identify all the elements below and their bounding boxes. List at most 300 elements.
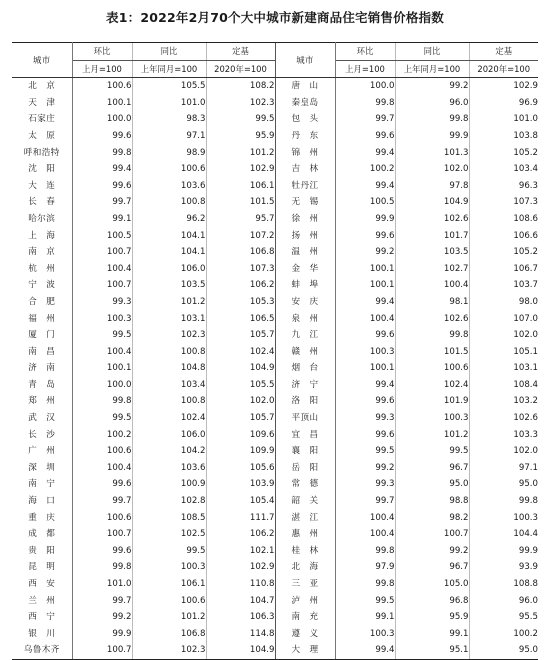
price-index-table — [12, 42, 538, 660]
right-yoy-value: 99.9 — [395, 128, 469, 145]
left-yoy-value: 98.3 — [132, 111, 206, 128]
right-base-value: 99.9 — [469, 543, 538, 560]
left-mom-value: 100.4 — [106, 462, 132, 473]
right-city-cell: 无 锡 — [275, 194, 335, 211]
right-mom-value: 99.4 — [375, 180, 395, 191]
right-city-cell: 蚌 埠 — [275, 277, 335, 294]
left-yoy-value: 103.4 — [132, 377, 206, 394]
left-yoy-value: 99.5 — [132, 543, 206, 560]
right-base-value: 102.0 — [469, 443, 538, 460]
left-base-value: 102.9 — [206, 161, 275, 178]
left-base-value: 105.7 — [206, 327, 275, 344]
left-mom-value: 100.6 — [106, 446, 132, 457]
left-city-cell: 西 宁 — [12, 609, 72, 626]
left-base-value: 108.2 — [206, 78, 275, 95]
left-base-value: 109.6 — [206, 427, 275, 444]
left-mom-value: 100.1 — [106, 363, 132, 374]
left-yoy-value: 96.2 — [132, 211, 206, 228]
right-city-cell: 烟 台 — [275, 360, 335, 377]
left-yoy-value: 104.8 — [132, 360, 206, 377]
right-base-value: 95.0 — [469, 642, 538, 659]
right-yoy-value: 100.7 — [395, 526, 469, 543]
table-row — [12, 277, 538, 294]
right-mom-value: 99.9 — [375, 213, 395, 224]
right-yoy-value: 100.6 — [395, 360, 469, 377]
right-base-value: 106.7 — [469, 261, 538, 278]
left-mom-value: 100.7 — [106, 247, 132, 258]
table-row — [12, 593, 538, 610]
right-yoy-value: 102.0 — [395, 161, 469, 178]
right-mom-value: 99.3 — [375, 479, 395, 490]
left-yoy-value: 105.5 — [132, 78, 206, 95]
right-mom-value: 100.4 — [369, 313, 395, 324]
left-mom-value: 101.0 — [106, 579, 132, 589]
left-city-cell: 广 州 — [12, 443, 72, 460]
left-yoy-value: 106.1 — [132, 576, 206, 593]
right-city-cell: 丹 东 — [275, 128, 335, 145]
right-yoy-value: 99.8 — [395, 327, 469, 344]
left-city-cell: 合 肥 — [12, 294, 72, 311]
right-mom-value: 99.8 — [375, 545, 395, 556]
right-base-value: 106.6 — [469, 228, 538, 245]
left-city-cell: 西 安 — [12, 576, 72, 593]
left-city-cell: 郑 州 — [12, 393, 72, 410]
table-row — [12, 111, 538, 128]
right-base-value: 96.9 — [469, 95, 538, 112]
left-yoy-value: 102.4 — [132, 410, 206, 427]
right-city-cell: 宜 昌 — [275, 427, 335, 444]
left-base-value: 103.9 — [206, 476, 275, 493]
header-city-right: 城市 — [275, 43, 335, 78]
table-row — [12, 178, 538, 195]
right-yoy-value: 95.9 — [395, 609, 469, 626]
table-row — [12, 476, 538, 493]
left-mom-value: 99.6 — [112, 180, 132, 191]
left-city-cell: 沈 阳 — [12, 161, 72, 178]
table-row — [12, 360, 538, 377]
left-base-value: 111.7 — [206, 510, 275, 527]
left-city-cell: 上 海 — [12, 228, 72, 245]
left-base-value: 104.7 — [206, 593, 275, 610]
header-city-left: 城市 — [12, 43, 72, 78]
right-yoy-value: 102.6 — [395, 211, 469, 228]
right-mom-value: 99.5 — [375, 595, 395, 606]
right-yoy-value: 101.2 — [395, 427, 469, 444]
left-yoy-value: 102.8 — [132, 493, 206, 510]
left-city-cell: 北 京 — [12, 78, 72, 95]
left-mom-value: 100.4 — [106, 263, 132, 274]
right-yoy-value: 99.2 — [395, 78, 469, 95]
table-row — [12, 576, 538, 593]
left-yoy-value: 100.9 — [132, 476, 206, 493]
right-city-cell: 扬 州 — [275, 228, 335, 245]
left-yoy-value: 104.1 — [132, 228, 206, 245]
right-mom-value: 99.6 — [375, 429, 395, 440]
right-city-cell: 襄 阳 — [275, 443, 335, 460]
right-base-value: 102.9 — [469, 78, 538, 95]
right-mom-value: 100.5 — [369, 197, 395, 208]
right-base-value: 103.3 — [469, 427, 538, 444]
right-base-value: 105.2 — [469, 244, 538, 261]
left-city-cell: 杭 州 — [12, 261, 72, 278]
right-city-cell: 赣 州 — [275, 344, 335, 361]
left-yoy-value: 101.0 — [132, 95, 206, 112]
right-base-value: 95.5 — [469, 609, 538, 626]
right-yoy-value: 96.0 — [395, 95, 469, 112]
right-yoy-value: 95.1 — [395, 642, 469, 659]
table-row — [12, 493, 538, 510]
left-city-cell: 石家庄 — [12, 111, 72, 128]
left-yoy-value: 100.3 — [132, 559, 206, 576]
table-row — [12, 311, 538, 328]
right-base-value: 108.6 — [469, 211, 538, 228]
left-base-value: 106.8 — [206, 244, 275, 261]
table-row — [12, 95, 538, 112]
right-mom-value: 100.4 — [369, 512, 395, 523]
right-city-cell: 泉 州 — [275, 311, 335, 328]
left-city-cell: 福 州 — [12, 311, 72, 328]
table-row — [12, 294, 538, 311]
left-mom-value: 100.5 — [106, 230, 132, 241]
right-base-value: 108.8 — [469, 576, 538, 593]
right-base-value: 100.2 — [469, 626, 538, 643]
right-mom-value: 100.2 — [369, 164, 395, 175]
right-mom-value: 100.3 — [369, 628, 395, 639]
left-yoy-value: 102.3 — [132, 642, 206, 659]
table-row — [12, 194, 538, 211]
right-yoy-value: 102.7 — [395, 261, 469, 278]
right-mom-value: 97.9 — [375, 562, 395, 573]
left-mom-value: 100.2 — [106, 429, 132, 440]
right-mom-value: 99.2 — [375, 247, 395, 258]
right-mom-value: 100.3 — [369, 346, 395, 357]
left-yoy-value: 100.6 — [132, 161, 206, 178]
left-city-cell: 厦 门 — [12, 327, 72, 344]
left-base-value: 104.9 — [206, 642, 275, 659]
right-city-cell: 秦皇岛 — [275, 95, 335, 112]
left-city-cell: 乌鲁木齐 — [12, 642, 72, 659]
left-city-cell: 太 原 — [12, 128, 72, 145]
left-mom-value: 99.1 — [112, 213, 132, 224]
left-yoy-value: 100.8 — [132, 393, 206, 410]
left-city-cell: 大 连 — [12, 178, 72, 195]
table-row — [12, 327, 538, 344]
left-city-cell: 青 岛 — [12, 377, 72, 394]
left-city-cell: 济 南 — [12, 360, 72, 377]
left-base-value: 105.3 — [206, 294, 275, 311]
right-base-value: 105.1 — [469, 344, 538, 361]
left-base-value: 95.9 — [206, 128, 275, 145]
right-base-value: 108.4 — [469, 377, 538, 394]
right-base-value: 107.0 — [469, 311, 538, 328]
left-base-value: 109.9 — [206, 443, 275, 460]
header-yoy-sub-left: 上年同月=100 — [132, 60, 206, 78]
right-mom-value: 100.1 — [369, 263, 395, 274]
table-row — [12, 161, 538, 178]
left-base-value: 101.2 — [206, 145, 275, 162]
left-yoy-value: 100.8 — [132, 194, 206, 211]
left-city-cell: 重 庆 — [12, 510, 72, 527]
right-mom-value: 99.2 — [375, 462, 395, 473]
right-yoy-value: 99.5 — [395, 443, 469, 460]
left-mom-value: 100.4 — [106, 346, 132, 357]
header-mom-sub-left: 上月=100 — [72, 60, 132, 78]
left-yoy-value: 102.5 — [132, 526, 206, 543]
right-city-cell: 大 理 — [275, 642, 335, 659]
header-base-left: 定基 — [206, 43, 275, 61]
right-base-value: 99.8 — [469, 493, 538, 510]
left-mom-value: 99.7 — [112, 496, 132, 507]
right-base-value: 97.1 — [469, 460, 538, 477]
right-mom-value: 99.6 — [375, 130, 395, 141]
left-base-value: 106.2 — [206, 277, 275, 294]
table-row — [12, 642, 538, 659]
left-mom-value: 100.6 — [106, 81, 132, 92]
table-row — [12, 377, 538, 394]
right-base-value: 96.0 — [469, 593, 538, 610]
left-base-value: 105.5 — [206, 377, 275, 394]
left-base-value: 102.1 — [206, 543, 275, 560]
left-base-value: 114.8 — [206, 626, 275, 643]
left-mom-value: 99.8 — [112, 147, 132, 158]
table-row — [12, 427, 538, 444]
right-yoy-value: 103.5 — [395, 244, 469, 261]
right-mom-value: 100.1 — [369, 280, 395, 291]
left-yoy-value: 100.8 — [132, 344, 206, 361]
table-row — [12, 344, 538, 361]
left-yoy-value: 102.3 — [132, 327, 206, 344]
left-city-cell: 银 川 — [12, 626, 72, 643]
right-city-cell: 金 华 — [275, 261, 335, 278]
header-base-right: 定基 — [469, 43, 538, 61]
left-mom-value: 99.8 — [112, 396, 132, 407]
table-row — [12, 510, 538, 527]
left-mom-value: 99.6 — [112, 545, 132, 556]
left-yoy-value: 101.2 — [132, 609, 206, 626]
left-yoy-value: 98.9 — [132, 145, 206, 162]
right-mom-value: 99.7 — [375, 114, 395, 125]
right-mom-value: 99.6 — [375, 330, 395, 341]
right-mom-value: 99.5 — [375, 446, 395, 457]
left-city-cell: 兰 州 — [12, 593, 72, 610]
right-city-cell: 韶 关 — [275, 493, 335, 510]
left-city-cell: 南 昌 — [12, 344, 72, 361]
right-city-cell: 常 德 — [275, 476, 335, 493]
right-city-cell: 南 充 — [275, 609, 335, 626]
right-mom-value: 99.4 — [375, 379, 395, 390]
right-base-value: 96.3 — [469, 178, 538, 195]
left-yoy-value: 104.2 — [132, 443, 206, 460]
right-yoy-value: 96.7 — [395, 460, 469, 477]
left-yoy-value: 106.0 — [132, 427, 206, 444]
right-city-cell: 惠 州 — [275, 526, 335, 543]
left-base-value: 110.8 — [206, 576, 275, 593]
left-base-value: 99.5 — [206, 111, 275, 128]
left-yoy-value: 103.1 — [132, 311, 206, 328]
right-city-cell: 九 江 — [275, 327, 335, 344]
right-base-value: 100.3 — [469, 510, 538, 527]
right-yoy-value: 104.9 — [395, 194, 469, 211]
header-yoy-right: 同比 — [395, 43, 469, 61]
left-base-value: 106.1 — [206, 178, 275, 195]
left-base-value: 105.7 — [206, 410, 275, 427]
left-mom-value: 100.3 — [106, 313, 132, 324]
right-yoy-value: 101.3 — [395, 145, 469, 162]
left-city-cell: 哈尔滨 — [12, 211, 72, 228]
left-base-value: 102.9 — [206, 559, 275, 576]
right-mom-value: 99.6 — [375, 396, 395, 407]
left-yoy-value: 106.8 — [132, 626, 206, 643]
table-row — [12, 228, 538, 245]
left-mom-value: 99.5 — [112, 413, 132, 424]
header-yoy-left: 同比 — [132, 43, 206, 61]
left-yoy-value: 103.5 — [132, 277, 206, 294]
right-base-value: 93.9 — [469, 559, 538, 576]
right-base-value: 103.1 — [469, 360, 538, 377]
header-mom-sub-right: 上月=100 — [335, 60, 395, 78]
right-base-value: 103.2 — [469, 393, 538, 410]
right-yoy-value: 96.7 — [395, 559, 469, 576]
table-row — [12, 460, 538, 477]
left-base-value: 102.3 — [206, 95, 275, 112]
table-title: 表1：2022年2月70个大中城市新建商品住宅销售价格指数 — [106, 10, 444, 25]
left-city-cell: 海 口 — [12, 493, 72, 510]
right-city-cell: 吉 林 — [275, 161, 335, 178]
left-base-value: 101.5 — [206, 194, 275, 211]
left-city-cell: 天 津 — [12, 95, 72, 112]
right-yoy-value: 99.1 — [395, 626, 469, 643]
left-yoy-value: 100.6 — [132, 593, 206, 610]
left-mom-value: 99.3 — [112, 296, 132, 307]
header-mom-left: 环比 — [72, 43, 132, 61]
table-row — [12, 559, 538, 576]
left-base-value: 106.2 — [206, 526, 275, 543]
right-yoy-value: 99.2 — [395, 543, 469, 560]
table-row — [12, 609, 538, 626]
right-yoy-value: 100.4 — [395, 277, 469, 294]
right-mom-value: 99.4 — [335, 642, 395, 659]
right-city-cell: 平顶山 — [275, 410, 335, 427]
right-yoy-value: 101.7 — [395, 228, 469, 245]
table-row — [12, 244, 538, 261]
table-row — [12, 526, 538, 543]
left-mom-value: 100.7 — [106, 280, 132, 291]
header-mom-right: 环比 — [335, 43, 395, 61]
left-base-value: 107.3 — [206, 261, 275, 278]
right-yoy-value: 98.8 — [395, 493, 469, 510]
left-yoy-value: 108.5 — [132, 510, 206, 527]
left-mom-value: 99.6 — [112, 479, 132, 490]
left-yoy-value: 104.1 — [132, 244, 206, 261]
table-row — [12, 128, 538, 145]
right-mom-value: 100.0 — [369, 81, 395, 92]
left-base-value: 95.7 — [206, 211, 275, 228]
left-base-value: 105.6 — [206, 460, 275, 477]
right-yoy-value: 105.0 — [395, 576, 469, 593]
left-yoy-value: 103.6 — [132, 460, 206, 477]
right-city-cell: 徐 州 — [275, 211, 335, 228]
right-yoy-value: 100.3 — [395, 410, 469, 427]
right-yoy-value: 99.8 — [395, 111, 469, 128]
left-base-value: 106.5 — [206, 311, 275, 328]
right-yoy-value: 101.9 — [395, 393, 469, 410]
right-mom-value: 99.4 — [375, 147, 395, 158]
table-row — [12, 443, 538, 460]
left-yoy-value: 106.0 — [132, 261, 206, 278]
right-base-value: 102.6 — [469, 410, 538, 427]
right-city-cell: 北 海 — [275, 559, 335, 576]
right-mom-value: 100.4 — [369, 529, 395, 540]
left-mom-value: 100.7 — [72, 642, 132, 659]
left-mom-value: 99.7 — [112, 595, 132, 606]
right-city-cell: 岳 阳 — [275, 460, 335, 477]
right-city-cell: 三 亚 — [275, 576, 335, 593]
table-row — [12, 393, 538, 410]
header-yoy-sub-right: 上年同月=100 — [395, 60, 469, 78]
right-base-value: 104.4 — [469, 526, 538, 543]
left-mom-value: 100.0 — [106, 379, 132, 390]
right-yoy-value: 98.2 — [395, 510, 469, 527]
right-city-cell: 安 庆 — [275, 294, 335, 311]
right-mom-value: 99.8 — [375, 97, 395, 108]
left-mom-value: 99.4 — [112, 164, 132, 175]
left-mom-value: 100.6 — [106, 512, 132, 523]
table-row — [12, 626, 538, 643]
left-base-value: 102.0 — [206, 393, 275, 410]
right-yoy-value: 96.8 — [395, 593, 469, 610]
left-city-cell: 南 京 — [12, 244, 72, 261]
table-row — [12, 211, 538, 228]
right-mom-value: 99.4 — [375, 296, 395, 307]
left-city-cell: 长 沙 — [12, 427, 72, 444]
right-yoy-value: 95.0 — [395, 476, 469, 493]
right-mom-value: 99.7 — [375, 496, 395, 507]
left-base-value: 102.4 — [206, 344, 275, 361]
left-mom-value: 99.8 — [112, 562, 132, 573]
right-city-cell: 泸 州 — [275, 593, 335, 610]
table-row — [12, 78, 538, 95]
left-mom-value: 99.7 — [112, 197, 132, 208]
left-mom-value: 99.5 — [112, 330, 132, 341]
right-city-cell: 遵 义 — [275, 626, 335, 643]
right-base-value: 103.7 — [469, 277, 538, 294]
table-row — [12, 543, 538, 560]
right-yoy-value: 102.6 — [395, 311, 469, 328]
left-city-cell: 昆 明 — [12, 559, 72, 576]
table-row — [12, 410, 538, 427]
right-city-cell: 锦 州 — [275, 145, 335, 162]
left-city-cell: 深 圳 — [12, 460, 72, 477]
right-city-cell: 牡丹江 — [275, 178, 335, 195]
header-base-sub-right: 2020年=100 — [469, 60, 538, 78]
right-base-value: 95.0 — [469, 476, 538, 493]
right-city-cell: 包 头 — [275, 111, 335, 128]
left-mom-value: 100.7 — [106, 529, 132, 540]
left-city-cell: 呼和浩特 — [12, 145, 72, 162]
header-row-main — [12, 43, 538, 61]
right-yoy-value: 98.1 — [395, 294, 469, 311]
table-body — [12, 78, 538, 660]
right-city-cell: 洛 阳 — [275, 393, 335, 410]
table-row — [12, 145, 538, 162]
right-base-value: 102.0 — [469, 327, 538, 344]
left-mom-value: 99.2 — [112, 612, 132, 623]
right-base-value: 105.2 — [469, 145, 538, 162]
right-base-value: 103.8 — [469, 128, 538, 145]
left-mom-value: 99.9 — [112, 628, 132, 639]
right-city-cell: 唐 山 — [275, 78, 335, 95]
left-city-cell: 南 宁 — [12, 476, 72, 493]
